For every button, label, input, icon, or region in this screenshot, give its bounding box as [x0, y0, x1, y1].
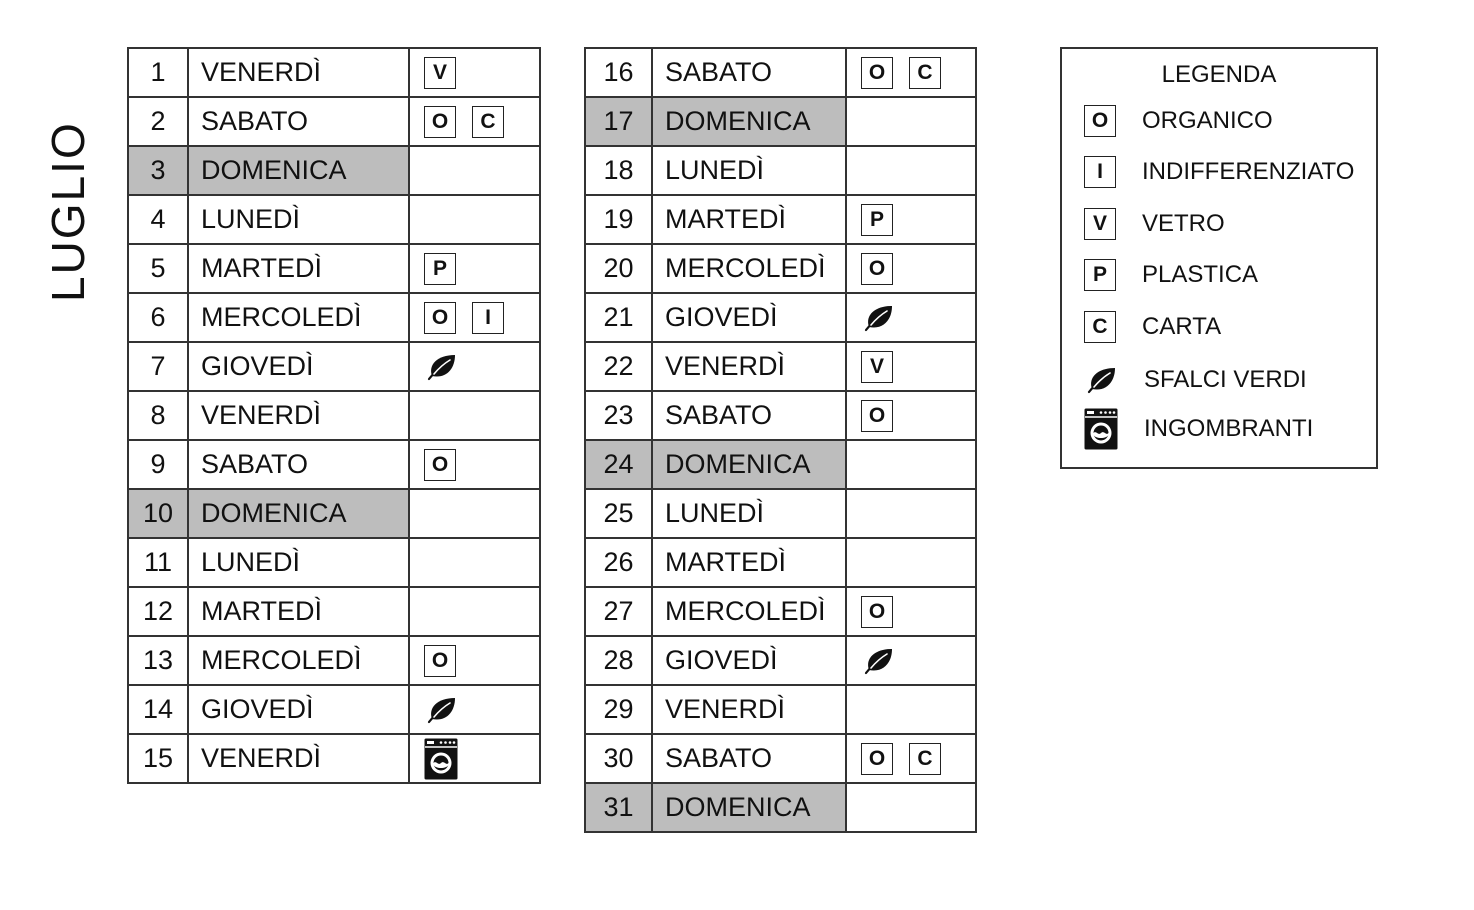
waste-code-badge: C: [472, 106, 504, 138]
day-row: [585, 783, 976, 832]
day-row: [128, 391, 540, 440]
collection-cell: [846, 734, 976, 783]
day-row: [585, 636, 976, 685]
day-name: VENERDÌ: [188, 48, 409, 97]
day-number: 22: [585, 342, 652, 391]
day-number: 30: [585, 734, 652, 783]
day-row: [128, 734, 540, 783]
collection-cell: [846, 489, 976, 538]
day-name: DOMENICA: [188, 146, 409, 195]
leaf-icon: [861, 643, 895, 679]
legend-label: CARTA: [1142, 313, 1222, 340]
washing-machine-icon: [1084, 411, 1118, 447]
collection-cell: [846, 48, 976, 97]
leaf-icon: [424, 692, 458, 728]
day-number: 11: [128, 538, 188, 587]
collection-cell: [846, 538, 976, 587]
day-number: 26: [585, 538, 652, 587]
waste-code-badge: P: [861, 204, 893, 236]
legend-label: PLASTICA: [1142, 261, 1259, 288]
day-name: VENERDÌ: [652, 685, 846, 734]
calendar-table-1-15: [127, 47, 541, 784]
legend-item: [1084, 156, 1354, 188]
day-number: 3: [128, 146, 188, 195]
waste-code-badge: O: [1084, 105, 1116, 137]
collection-cell: [846, 587, 976, 636]
waste-code-badge: I: [1084, 156, 1116, 188]
day-name: LUNEDÌ: [652, 489, 846, 538]
waste-code-badge: O: [424, 302, 456, 334]
day-row: [585, 685, 976, 734]
day-name: SABATO: [188, 97, 409, 146]
collection-cell: [846, 293, 976, 342]
day-name: VENERDÌ: [188, 391, 409, 440]
collection-cell: [846, 342, 976, 391]
collection-cell: [846, 783, 976, 832]
day-name: MERCOLEDÌ: [652, 587, 846, 636]
day-row: [128, 244, 540, 293]
day-number: 19: [585, 195, 652, 244]
collection-cell: [409, 391, 540, 440]
day-name: LUNEDÌ: [188, 538, 409, 587]
legend-item: [1084, 411, 1313, 447]
day-row: [585, 391, 976, 440]
collection-cell: [846, 685, 976, 734]
collection-cell: [409, 587, 540, 636]
day-row: [128, 538, 540, 587]
day-number: 12: [128, 587, 188, 636]
day-number: 8: [128, 391, 188, 440]
leaf-icon: [424, 349, 458, 385]
legend-label: VETRO: [1142, 210, 1225, 237]
day-name: VENERDÌ: [188, 734, 409, 783]
day-number: 16: [585, 48, 652, 97]
collection-cell: [409, 440, 540, 489]
day-row: [128, 195, 540, 244]
waste-code-badge: O: [861, 743, 893, 775]
day-number: 18: [585, 146, 652, 195]
day-name: DOMENICA: [652, 97, 846, 146]
day-number: 14: [128, 685, 188, 734]
day-number: 25: [585, 489, 652, 538]
day-row: [585, 195, 976, 244]
collection-cell: [409, 293, 540, 342]
day-number: 7: [128, 342, 188, 391]
day-number: 29: [585, 685, 652, 734]
day-name: SABATO: [652, 391, 846, 440]
day-row: [128, 342, 540, 391]
waste-code-badge: V: [861, 351, 893, 383]
day-number: 20: [585, 244, 652, 293]
day-name: MERCOLEDÌ: [188, 293, 409, 342]
day-row: [585, 587, 976, 636]
day-row: [128, 685, 540, 734]
collection-cell: [846, 97, 976, 146]
day-name: VENERDÌ: [652, 342, 846, 391]
day-name: GIOVEDÌ: [188, 685, 409, 734]
collection-cell: [409, 342, 540, 391]
day-row: [128, 293, 540, 342]
day-row: [128, 636, 540, 685]
day-number: 15: [128, 734, 188, 783]
day-name: DOMENICA: [188, 489, 409, 538]
waste-code-badge: O: [861, 253, 893, 285]
waste-code-badge: O: [861, 596, 893, 628]
legend-label: SFALCI VERDI: [1144, 366, 1307, 393]
day-row: [585, 244, 976, 293]
day-row: [128, 97, 540, 146]
collection-cell: [409, 636, 540, 685]
legend-item: [1084, 208, 1225, 240]
day-name: GIOVEDÌ: [188, 342, 409, 391]
collection-cell: [409, 244, 540, 293]
waste-code-badge: V: [1084, 208, 1116, 240]
day-number: 6: [128, 293, 188, 342]
day-row: [585, 734, 976, 783]
collection-cell: [846, 391, 976, 440]
day-number: 27: [585, 587, 652, 636]
day-name: SABATO: [652, 734, 846, 783]
month-title: LUGLIO: [42, 121, 94, 302]
day-number: 4: [128, 195, 188, 244]
waste-code-badge: I: [472, 302, 504, 334]
collection-cell: [409, 538, 540, 587]
waste-code-badge: C: [909, 57, 941, 89]
legend-label: INGOMBRANTI: [1144, 415, 1314, 442]
waste-code-badge: O: [861, 400, 893, 432]
day-name: MARTEDÌ: [652, 195, 846, 244]
day-row: [128, 489, 540, 538]
day-number: 5: [128, 244, 188, 293]
collection-cell: [409, 685, 540, 734]
day-name: MARTEDÌ: [188, 587, 409, 636]
day-row: [585, 146, 976, 195]
collection-cell: [409, 734, 540, 783]
collection-cell: [846, 195, 976, 244]
waste-code-badge: O: [424, 106, 456, 138]
day-row: [585, 538, 976, 587]
day-row: [585, 489, 976, 538]
waste-code-badge: P: [424, 253, 456, 285]
waste-code-badge: O: [424, 449, 456, 481]
collection-cell: [409, 97, 540, 146]
day-number: 31: [585, 783, 652, 832]
collection-cell: [846, 244, 976, 293]
day-name: MARTEDÌ: [188, 244, 409, 293]
day-row: [128, 440, 540, 489]
collection-cell: [409, 48, 540, 97]
waste-code-badge: P: [1084, 259, 1116, 291]
day-row: [585, 440, 976, 489]
legend: [1060, 47, 1378, 469]
day-name: MERCOLEDÌ: [188, 636, 409, 685]
waste-code-badge: O: [861, 57, 893, 89]
day-number: 21: [585, 293, 652, 342]
day-number: 17: [585, 97, 652, 146]
legend-label: ORGANICO: [1142, 107, 1273, 134]
day-number: 24: [585, 440, 652, 489]
collection-cell: [409, 195, 540, 244]
washing-machine-icon: [424, 741, 458, 777]
day-name: SABATO: [188, 440, 409, 489]
day-row: [585, 97, 976, 146]
legend-item: [1084, 105, 1273, 137]
day-name: DOMENICA: [652, 783, 846, 832]
day-name: MARTEDÌ: [652, 538, 846, 587]
legend-item: [1084, 362, 1307, 398]
day-number: 13: [128, 636, 188, 685]
day-name: LUNEDÌ: [652, 146, 846, 195]
leaf-icon: [861, 300, 895, 336]
day-name: DOMENICA: [652, 440, 846, 489]
legend-label: INDIFFERENZIATO: [1142, 158, 1355, 185]
day-name: SABATO: [652, 48, 846, 97]
day-name: GIOVEDÌ: [652, 293, 846, 342]
legend-item: [1084, 311, 1221, 343]
legend-item: [1084, 259, 1258, 291]
day-row: [585, 48, 976, 97]
collection-cell: [846, 636, 976, 685]
calendar-table-16-31: [584, 47, 977, 833]
day-row: [585, 342, 976, 391]
day-name: MERCOLEDÌ: [652, 244, 846, 293]
waste-code-badge: V: [424, 57, 456, 89]
day-number: 23: [585, 391, 652, 440]
day-name: GIOVEDÌ: [652, 636, 846, 685]
day-number: 28: [585, 636, 652, 685]
collection-cell: [846, 146, 976, 195]
day-number: 1: [128, 48, 188, 97]
legend-title: LEGENDA: [1161, 61, 1277, 88]
day-number: 10: [128, 489, 188, 538]
waste-code-badge: O: [424, 645, 456, 677]
collection-cell: [409, 489, 540, 538]
day-name: LUNEDÌ: [188, 195, 409, 244]
waste-code-badge: C: [1084, 311, 1116, 343]
day-row: [128, 146, 540, 195]
leaf-icon: [1084, 362, 1118, 398]
collection-cell: [846, 440, 976, 489]
collection-cell: [409, 146, 540, 195]
day-row: [585, 293, 976, 342]
day-row: [128, 48, 540, 97]
day-number: 9: [128, 440, 188, 489]
waste-code-badge: C: [909, 743, 941, 775]
day-row: [128, 587, 540, 636]
day-number: 2: [128, 97, 188, 146]
